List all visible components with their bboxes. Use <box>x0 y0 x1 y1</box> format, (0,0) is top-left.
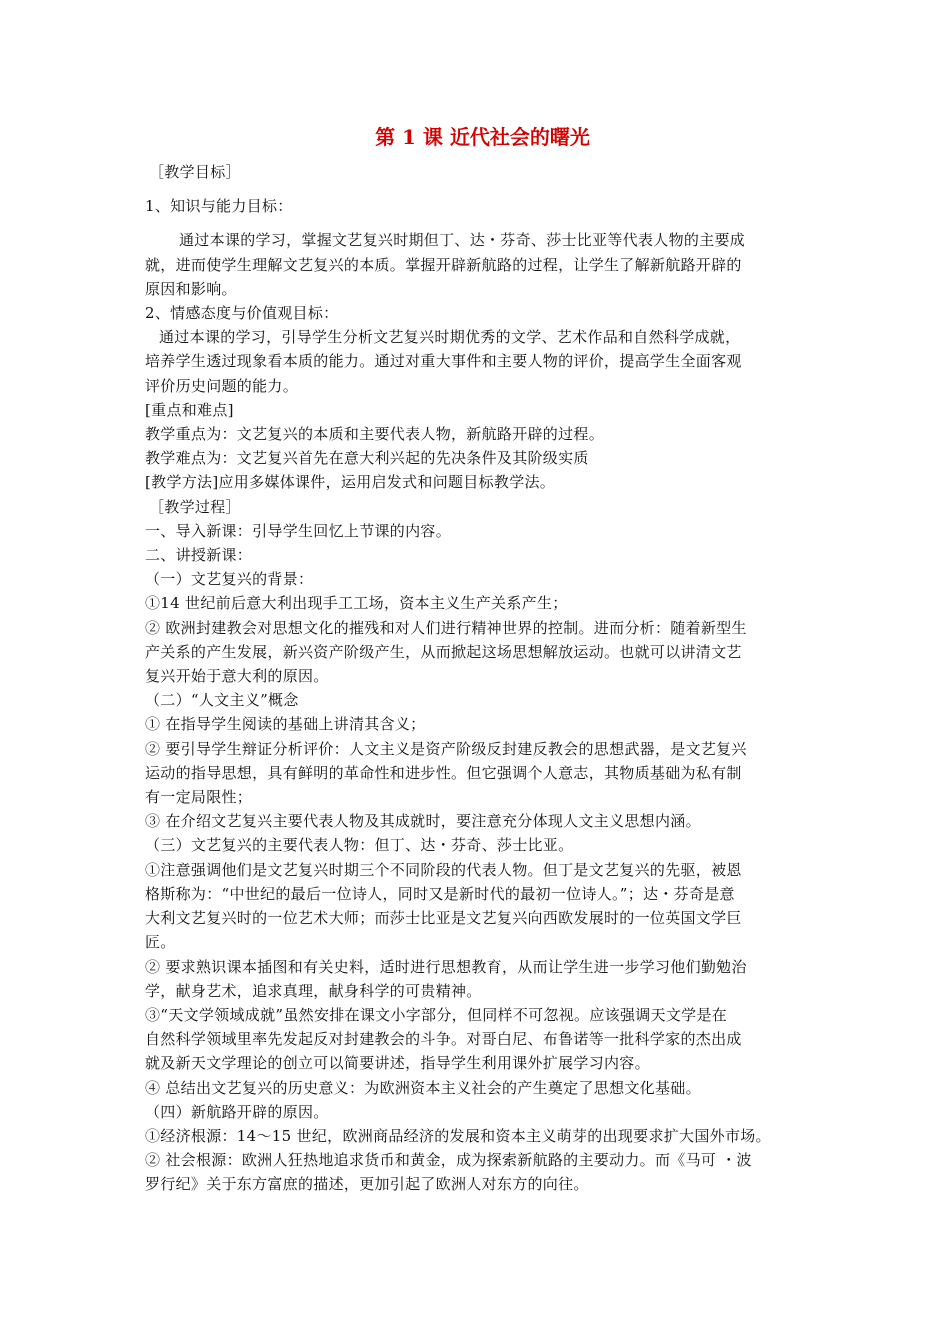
paragraph-line: 原因和影响。 <box>145 279 237 298</box>
paragraph-line: ①经济根源：14～15 世纪，欧洲商品经济的发展和资本主义萌芽的出现要求扩大国外市场。 <box>145 1126 771 1145</box>
paragraph-line: 学，献身艺术，追求真理，献身科学的可贵精神。 <box>145 981 482 1000</box>
lesson-title: 第 1 课 近代社会的曙光 <box>375 125 590 149</box>
paragraph-line: 二、讲授新课： <box>145 546 253 565</box>
paragraph-line: 大利文艺复兴时的一位艺术大师；而莎士比亚是文艺复兴向西欧发展时的一位英国文学巨 <box>145 909 742 928</box>
paragraph-line: 复兴开始于意大利的原因。 <box>145 667 329 686</box>
document-page <box>145 120 810 1197</box>
paragraph-line: 培养学生透过现象看本质的能力。通过对重大事件和主要人物的评价，提高学生全面客观 <box>145 352 742 371</box>
heading-teaching-process: ［教学过程］ <box>149 497 241 516</box>
paragraph-line: 就，进而使学生理解文艺复兴的本质。掌握开辟新航路的过程，让学生了解新航路开辟的 <box>145 255 742 274</box>
paragraph-line: ② 要引导学生辩证分析评价：人文主义是资产阶级反封建反教会的思想武器，是文艺复兴 <box>145 739 747 758</box>
section-heading: （一）文艺复兴的背景： <box>145 570 314 589</box>
paragraph-line: ① 在指导学生阅读的基础上讲清其含义； <box>145 715 426 734</box>
paragraph-line: 通过本课的学习，引导学生分析文艺复兴时期优秀的文学、艺术作品和自然科学成就， <box>159 328 741 347</box>
section-heading: （二）“人文主义”概念 <box>145 691 299 710</box>
goal-2-heading: 2、情感态度与价值观目标： <box>145 304 339 323</box>
paragraph-line: 产关系的产生发展，新兴资产阶级产生，从而掀起这场思想解放运动。也就可以讲清文艺 <box>145 642 742 661</box>
paragraph-line: ③“天文学领域成就”虽然安排在课文小字部分，但同样不可忽视。应该强调天文学是在 <box>145 1005 728 1024</box>
heading-key-points: [重点和难点] <box>145 400 234 419</box>
paragraph-line: ② 要求熟识课本插图和有关史料，适时进行思想教育，从而让学生进一步学习他们勤勉治 <box>145 957 747 976</box>
heading-teaching-method: [教学方法]应用多媒体课件，运用启发式和问题目标教学法。 <box>145 473 556 492</box>
paragraph-line: 有一定局限性； <box>145 788 253 807</box>
paragraph-line: ①14 世纪前后意大利出现手工工场，资本主义生产关系产生； <box>145 594 568 613</box>
paragraph-line: ③ 在介绍文艺复兴主要代表人物及其成就时，要注意充分体现人文主义思想内涵。 <box>145 812 701 831</box>
paragraph-line: 教学难点为：文艺复兴首先在意大利兴起的先决条件及其阶级实质 <box>145 449 589 468</box>
paragraph-line: 格斯称为：“中世纪的最后一位诗人，同时又是新时代的最初一位诗人。”；达・芬奇是意 <box>145 884 735 903</box>
paragraph-line: 评价历史问题的能力。 <box>145 376 299 395</box>
paragraph-line: ①注意强调他们是文艺复兴时期三个不同阶段的代表人物。但丁是文艺复兴的先驱，被恩 <box>145 860 742 879</box>
heading-teaching-goals: ［教学目标］ <box>149 163 241 181</box>
section-heading: （四）新航路开辟的原因。 <box>145 1102 329 1121</box>
paragraph-line: ④ 总结出文艺复兴的历史意义：为欧洲资本主义社会的产生奠定了思想文化基础。 <box>145 1078 701 1097</box>
paragraph-line: 罗行纪》关于东方富庶的描述，更加引起了欧洲人对东方的向往。 <box>145 1175 589 1194</box>
paragraph-line: ② 欧洲封建教会对思想文化的摧残和对人们进行精神世界的控制。进而分析：随着新型生 <box>145 618 747 637</box>
section-heading: （三）文艺复兴的主要代表人物：但丁、达・芬奇、莎士比亚。 <box>145 836 574 855</box>
paragraph-line: ② 社会根源：欧洲人狂热地追求货币和黄金，成为探索新航路的主要动力。而《马可 ・波 <box>145 1151 752 1170</box>
paragraph-line: 就及新天文学理论的创立可以简要讲述，指导学生利用课外扩展学习内容。 <box>145 1054 650 1073</box>
paragraph-line: 匠。 <box>145 933 176 952</box>
paragraph-line: 运动的指导思想，具有鲜明的革命性和进步性。但它强调个人意志，其物质基础为私有制 <box>145 763 742 782</box>
goal-1-heading: 1、知识与能力目标： <box>145 197 293 216</box>
paragraph-line: 教学重点为：文艺复兴的本质和主要代表人物，新航路开辟的过程。 <box>145 425 605 444</box>
paragraph-line: 通过本课的学习，掌握文艺复兴时期但丁、达・芬奇、莎士比亚等代表人物的主要成 <box>179 231 746 250</box>
paragraph-line: 一、导入新课：引导学生回忆上节课的内容。 <box>145 521 452 540</box>
paragraph-line: 自然科学领域里率先发起反对封建教会的斗争。对哥白尼、布鲁诺等一批科学家的杰出成 <box>145 1030 742 1049</box>
